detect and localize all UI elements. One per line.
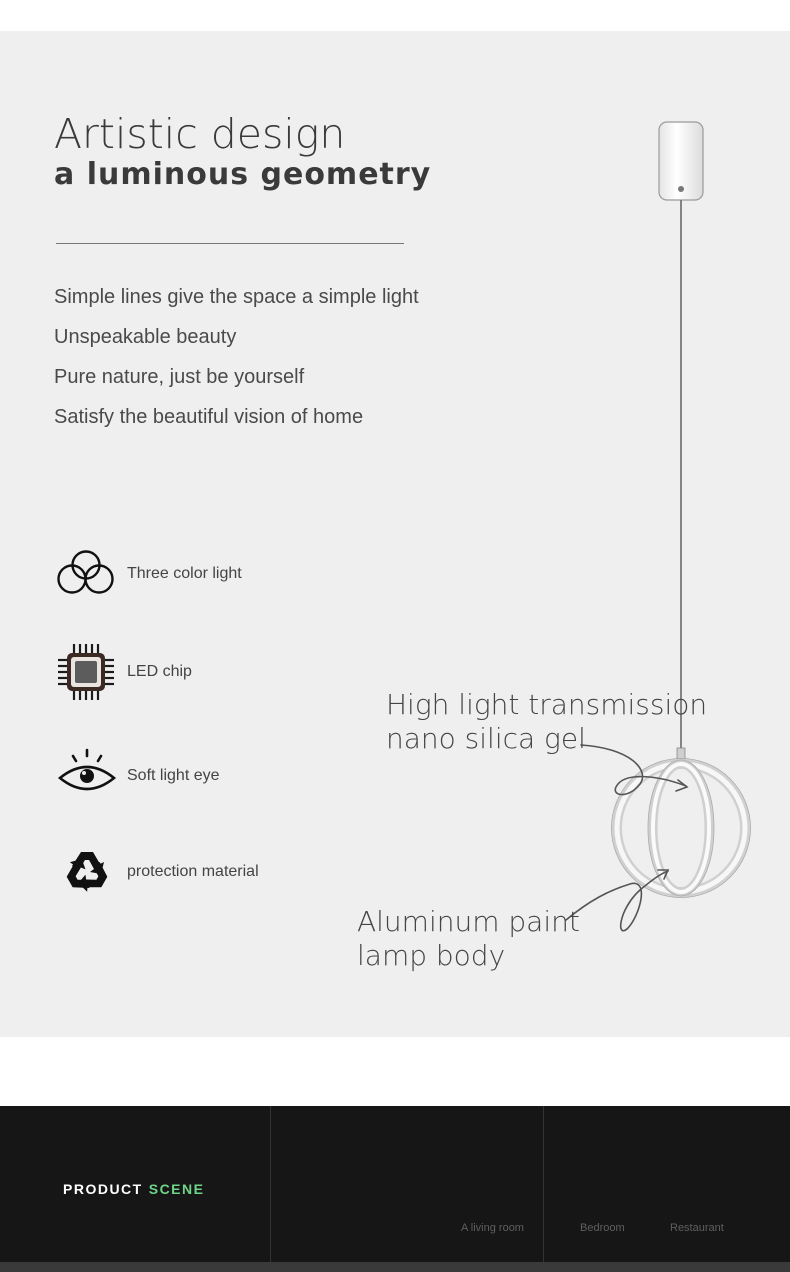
callout-body-line1: Aluminum paint xyxy=(357,905,580,938)
scene-heading-word2: SCENE xyxy=(148,1181,205,1197)
callout-gel-line2: nano silica gel xyxy=(386,722,586,755)
feature-label: protection material xyxy=(127,863,259,880)
page-title: Artistic design xyxy=(54,110,346,158)
tagline-3: Pure nature, just be yourself xyxy=(54,366,305,388)
feature-label: Soft light eye xyxy=(127,767,220,784)
scene-heading-word1: PRODUCT xyxy=(63,1181,143,1197)
tagline-1: Simple lines give the space a simple light xyxy=(54,286,419,308)
callout-gel-line1: High light transmission xyxy=(386,688,708,721)
scene-tab-living-room[interactable]: A living room xyxy=(461,1222,524,1234)
scene-column-divider xyxy=(543,1106,544,1266)
tagline-2: Unspeakable beauty xyxy=(54,326,237,348)
product-scene-section xyxy=(0,1106,790,1272)
scene-tab-restaurant[interactable]: Restaurant xyxy=(670,1222,724,1234)
feature-label: Three color light xyxy=(127,565,242,582)
scene-heading xyxy=(63,1181,204,1197)
feature-label: LED chip xyxy=(127,663,192,680)
scene-tab-bedroom[interactable]: Bedroom xyxy=(580,1222,625,1234)
callout-body-line2: lamp body xyxy=(357,939,506,972)
page-subtitle: a luminous geometry xyxy=(54,157,432,192)
tagline-4: Satisfy the beautiful vision of home xyxy=(54,406,364,428)
scene-column-divider xyxy=(270,1106,271,1266)
scene-image-strip xyxy=(0,1262,790,1272)
